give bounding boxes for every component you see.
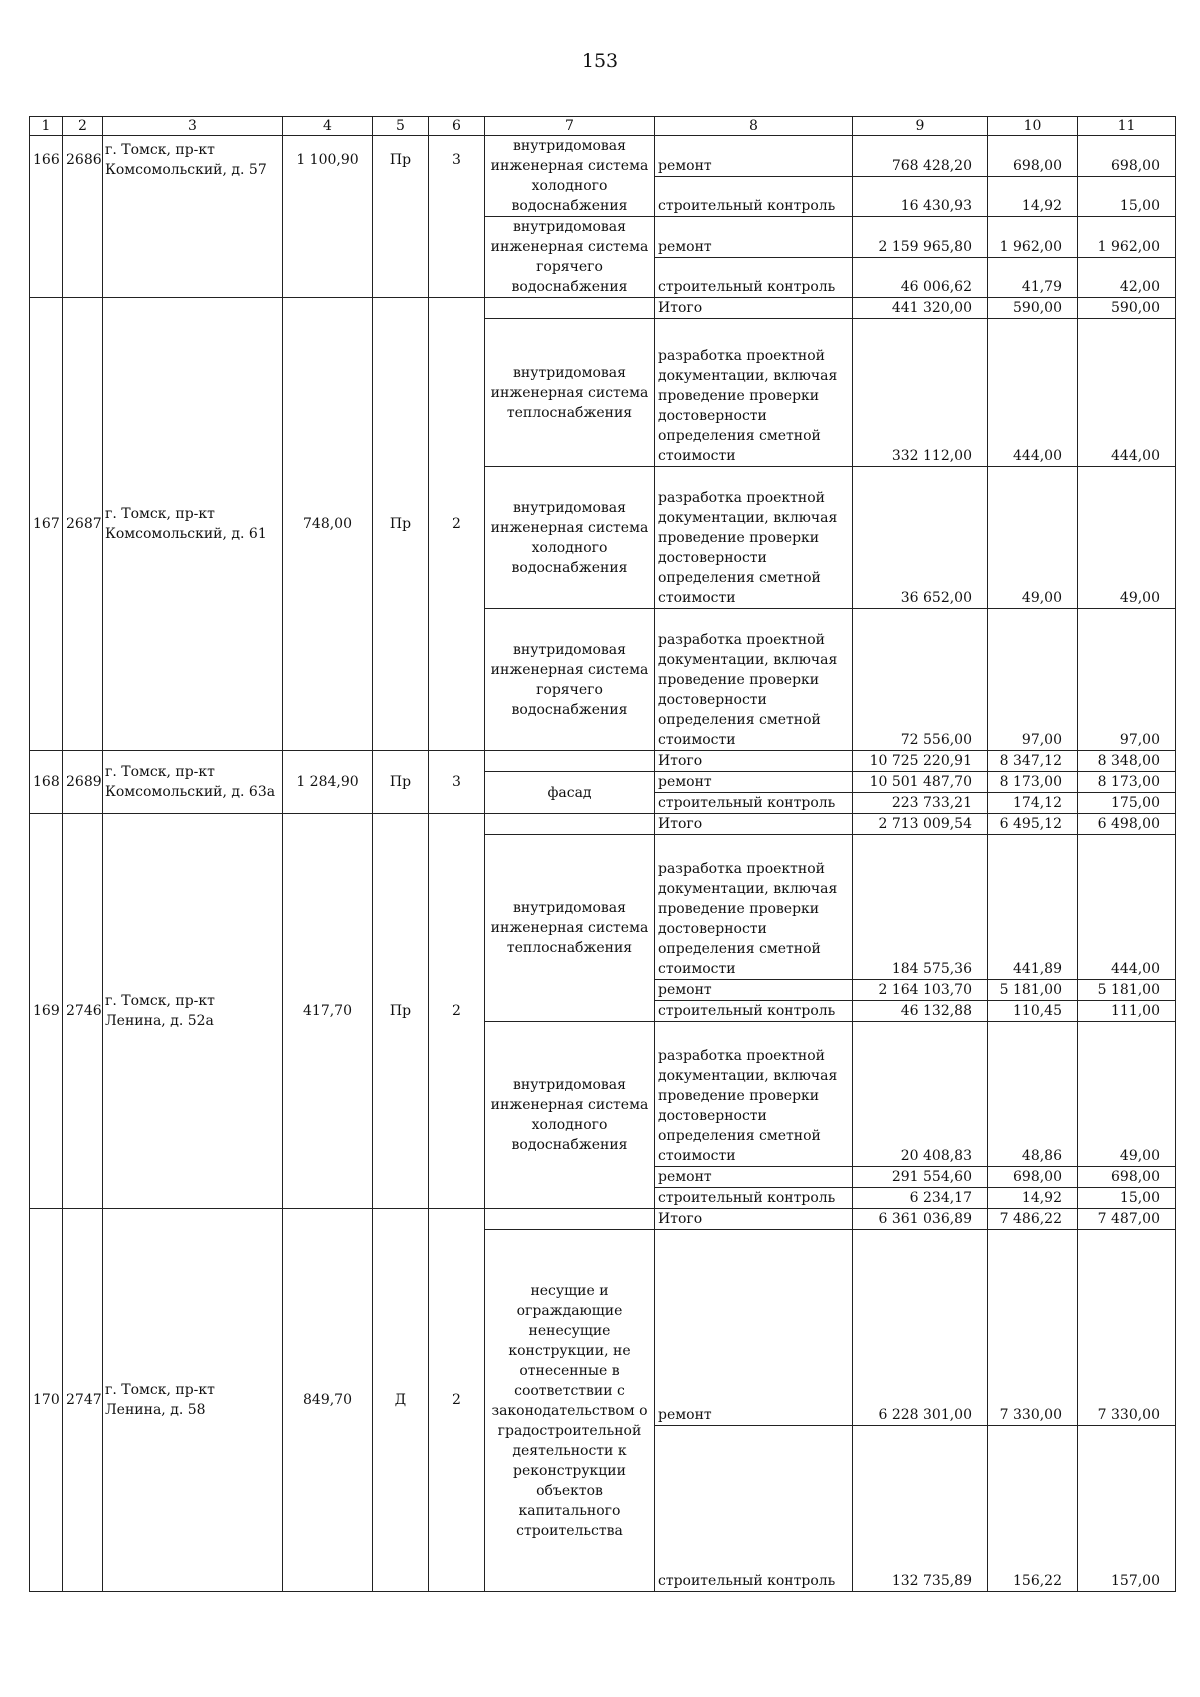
work-type: ремонт: [655, 217, 853, 258]
empty-cell: [485, 1209, 655, 1230]
row-number: 168: [30, 751, 63, 814]
building-type: Пр: [373, 136, 429, 298]
area: 748,00: [283, 298, 373, 751]
system-name: внутридомовая инженерная система горячего водоснабжения: [485, 609, 655, 751]
work-type: строительный контроль: [655, 1188, 853, 1209]
header-cell: 9: [853, 117, 988, 136]
cost: 16 430,93: [853, 176, 988, 217]
work-type: разработка проектной документации, включая проведение проверки достоверности определения сметной стоимости: [655, 1022, 853, 1167]
table-row: [30, 136, 1176, 177]
total-unit-cost: 6 495,12: [988, 814, 1078, 835]
header-cell: 1: [30, 117, 63, 136]
cost: 2 159 965,80: [853, 217, 988, 258]
unit-cost: 41,79: [988, 257, 1078, 298]
unit-cost: 5 181,00: [988, 980, 1078, 1001]
area: 1 100,90: [283, 136, 373, 298]
unit-cost-limit: 444,00: [1078, 319, 1176, 467]
unit-cost-limit: 8 173,00: [1078, 772, 1176, 793]
cost: 132 735,89: [853, 1426, 988, 1592]
header-cell: 10: [988, 117, 1078, 136]
building-type: Пр: [373, 814, 429, 1209]
header-cell: 8: [655, 117, 853, 136]
work-type: ремонт: [655, 136, 853, 177]
category: 2: [429, 814, 485, 1209]
header-cell: 4: [283, 117, 373, 136]
total-label: Итого: [655, 751, 853, 772]
cost: 6 234,17: [853, 1188, 988, 1209]
cost: 46 006,62: [853, 257, 988, 298]
header-row: [30, 117, 1176, 136]
unit-cost-limit: 15,00: [1078, 1188, 1176, 1209]
header-cell: 6: [429, 117, 485, 136]
row-number: 170: [30, 1209, 63, 1592]
total-unit-cost: 8 347,12: [988, 751, 1078, 772]
unit-cost: 97,00: [988, 609, 1078, 751]
work-type: ремонт: [655, 980, 853, 1001]
system-name: внутридомовая инженерная система теплоснабжения: [485, 835, 655, 1022]
address: г. Томск, пр-кт Комсомольский, д. 61: [103, 298, 283, 751]
building-type: Д: [373, 1209, 429, 1592]
total-unit-cost: 590,00: [988, 298, 1078, 319]
building-type: Пр: [373, 751, 429, 814]
unit-cost-limit: 698,00: [1078, 136, 1176, 177]
work-type: ремонт: [655, 1167, 853, 1188]
unit-cost: 698,00: [988, 1167, 1078, 1188]
total-cost: 10 725 220,91: [853, 751, 988, 772]
building-type: Пр: [373, 298, 429, 751]
total-cost: 6 361 036,89: [853, 1209, 988, 1230]
unit-cost-limit: 49,00: [1078, 1022, 1176, 1167]
area: 849,70: [283, 1209, 373, 1592]
work-type: разработка проектной документации, включая проведение проверки достоверности определения сметной стоимости: [655, 467, 853, 609]
work-type: разработка проектной документации, включая проведение проверки достоверности определения сметной стоимости: [655, 835, 853, 980]
header-cell: 3: [103, 117, 283, 136]
unit-cost-limit: 1 962,00: [1078, 217, 1176, 258]
total-cost: 2 713 009,54: [853, 814, 988, 835]
work-type: строительный контроль: [655, 257, 853, 298]
work-type: строительный контроль: [655, 1426, 853, 1592]
area: 417,70: [283, 814, 373, 1209]
unit-cost-limit: 698,00: [1078, 1167, 1176, 1188]
house-id: 2689: [63, 751, 103, 814]
work-type: строительный контроль: [655, 793, 853, 814]
unit-cost: 698,00: [988, 136, 1078, 177]
cost: 10 501 487,70: [853, 772, 988, 793]
unit-cost: 48,86: [988, 1022, 1078, 1167]
unit-cost: 174,12: [988, 793, 1078, 814]
work-type: разработка проектной документации, включая проведение проверки достоверности определения сметной стоимости: [655, 319, 853, 467]
total-unit-cost-limit: 590,00: [1078, 298, 1176, 319]
house-id: 2747: [63, 1209, 103, 1592]
unit-cost: 156,22: [988, 1426, 1078, 1592]
unit-cost-limit: 49,00: [1078, 467, 1176, 609]
address: г. Томск, пр-кт Комсомольский, д. 63а: [103, 751, 283, 814]
cost: 72 556,00: [853, 609, 988, 751]
total-cost: 441 320,00: [853, 298, 988, 319]
system-name: внутридомовая инженерная система холодного водоснабжения: [485, 136, 655, 217]
unit-cost-limit: 111,00: [1078, 1001, 1176, 1022]
system-name: внутридомовая инженерная система холодного водоснабжения: [485, 1022, 655, 1209]
total-label: Итого: [655, 1209, 853, 1230]
house-id: 2746: [63, 814, 103, 1209]
address: г. Томск, пр-кт Ленина, д. 58: [103, 1209, 283, 1592]
unit-cost: 444,00: [988, 319, 1078, 467]
system-name: внутридомовая инженерная система теплоснабжения: [485, 319, 655, 467]
unit-cost: 1 962,00: [988, 217, 1078, 258]
system-name: внутридомовая инженерная система горячего водоснабжения: [485, 217, 655, 298]
total-label: Итого: [655, 298, 853, 319]
total-unit-cost-limit: 8 348,00: [1078, 751, 1176, 772]
unit-cost-limit: 157,00: [1078, 1426, 1176, 1592]
house-id: 2686: [63, 136, 103, 298]
header-cell: 5: [373, 117, 429, 136]
unit-cost-limit: 97,00: [1078, 609, 1176, 751]
total-unit-cost: 7 486,22: [988, 1209, 1078, 1230]
unit-cost: 49,00: [988, 467, 1078, 609]
total-label: Итого: [655, 814, 853, 835]
category: 3: [429, 751, 485, 814]
cost: 20 408,83: [853, 1022, 988, 1167]
cost: 46 132,88: [853, 1001, 988, 1022]
system-name: несущие и ограждающие ненесущие конструкции, не отнесенные в соответствии с законодательством о градостроительной деятельности к реконструкции объектов капитального строительства: [485, 1230, 655, 1592]
cost: 2 164 103,70: [853, 980, 988, 1001]
unit-cost-limit: 7 330,00: [1078, 1230, 1176, 1426]
header-cell: 2: [63, 117, 103, 136]
empty-cell: [485, 751, 655, 772]
unit-cost-limit: 5 181,00: [1078, 980, 1176, 1001]
table-row: [30, 814, 1176, 835]
unit-cost: 14,92: [988, 1188, 1078, 1209]
row-number: 169: [30, 814, 63, 1209]
work-type: разработка проектной документации, включая проведение проверки достоверности определения сметной стоимости: [655, 609, 853, 751]
unit-cost-limit: 175,00: [1078, 793, 1176, 814]
unit-cost: 14,92: [988, 176, 1078, 217]
unit-cost: 441,89: [988, 835, 1078, 980]
system-name: фасад: [485, 772, 655, 814]
header-cell: 11: [1078, 117, 1176, 136]
area: 1 284,90: [283, 751, 373, 814]
unit-cost-limit: 444,00: [1078, 835, 1176, 980]
address: г. Томск, пр-кт Ленина, д. 52а: [103, 814, 283, 1209]
empty-cell: [485, 298, 655, 319]
work-type: строительный контроль: [655, 176, 853, 217]
cost: 36 652,00: [853, 467, 988, 609]
table-row: [30, 298, 1176, 319]
category: 2: [429, 1209, 485, 1592]
row-number: 166: [30, 136, 63, 298]
cost: 332 112,00: [853, 319, 988, 467]
row-number: 167: [30, 298, 63, 751]
cost: 184 575,36: [853, 835, 988, 980]
table-row: [30, 751, 1176, 772]
cost: 223 733,21: [853, 793, 988, 814]
cost: 6 228 301,00: [853, 1230, 988, 1426]
cost: 768 428,20: [853, 136, 988, 177]
header-cell: 7: [485, 117, 655, 136]
unit-cost-limit: 15,00: [1078, 176, 1176, 217]
table-row: [30, 1209, 1176, 1230]
category: 2: [429, 298, 485, 751]
empty-cell: [485, 814, 655, 835]
work-type: строительный контроль: [655, 1001, 853, 1022]
work-type: ремонт: [655, 1230, 853, 1426]
page-number: 153: [581, 50, 619, 72]
work-type: ремонт: [655, 772, 853, 793]
total-unit-cost-limit: 6 498,00: [1078, 814, 1176, 835]
house-id: 2687: [63, 298, 103, 751]
system-name: внутридомовая инженерная система холодного водоснабжения: [485, 467, 655, 609]
total-unit-cost-limit: 7 487,00: [1078, 1209, 1176, 1230]
cost: 291 554,60: [853, 1167, 988, 1188]
category: 3: [429, 136, 485, 298]
unit-cost: 8 173,00: [988, 772, 1078, 793]
address: г. Томск, пр-кт Комсомольский, д. 57: [103, 136, 283, 298]
unit-cost: 110,45: [988, 1001, 1078, 1022]
unit-cost: 7 330,00: [988, 1230, 1078, 1426]
unit-cost-limit: 42,00: [1078, 257, 1176, 298]
capital-repair-table: [29, 116, 1176, 1592]
